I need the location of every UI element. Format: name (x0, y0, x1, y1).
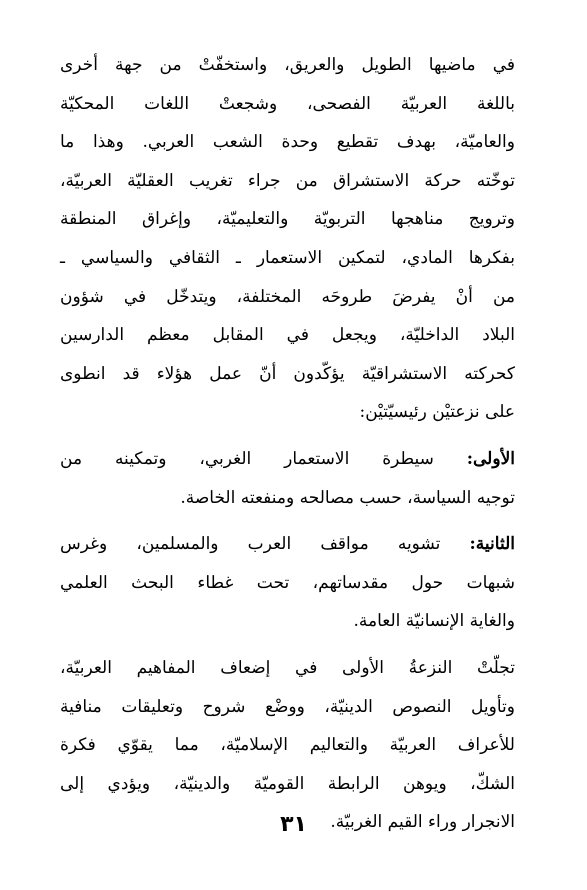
paragraph-1 (60, 46, 515, 432)
text-line: والغاية الإنسانيّة العامة. (353, 611, 515, 632)
text-line: تشويه مواقف العرب والمسلمين، وغرس (60, 534, 470, 555)
text-line: البلاد الداخليّة، ويجعل في المقابل معظم الدارسين (60, 325, 515, 346)
text-line-with-lead (60, 525, 515, 564)
text-line: والعاميّة، بهدف تقطيع وحدة الشعب العربي. وهذا ما (60, 132, 515, 153)
paragraph-2 (60, 440, 515, 517)
text-line: توخّته حركة الاستشراق من جراء تغريب العقليّة العربيّة، (60, 170, 515, 191)
text-line: بفكرها المادي، لتمكين الاستعمار ـ الثقافي والسياسي ـ (60, 247, 515, 268)
page-body (60, 46, 515, 842)
text-line: في ماضيها الطويل والعريق، واستخفّتْ من جهة أخرى (60, 55, 515, 75)
text-line: على نزعتيْن رئيسيّتيْن: (359, 402, 515, 423)
text-line: سيطرة الاستعمار الغربي، وتمكينه من (60, 448, 467, 469)
paragraph-3 (60, 525, 515, 641)
paragraph-lead-term: الأولى: (466, 448, 515, 469)
paragraph-lead-term: الثانية: (469, 534, 515, 555)
page-number: ٣١ (280, 812, 307, 837)
text-line: شبهات حول مقدساتهم، تحت غطاء البحث العلمي (60, 572, 515, 593)
text-line: تجلّتْ النزعةُ الأولى في إضعاف المفاهيم العربيّة، (60, 657, 515, 678)
text-line: من أنْ يفرضَ طروحَه المختلفة، ويتدخّل في شؤون (60, 286, 515, 307)
text-line-with-lead (60, 440, 515, 479)
text-line: الشكّ، ويوهن الرابطة القوميّة والدينيّة، ويؤدي إلى (60, 773, 515, 794)
text-line: وتأويل النصوص الدينيّة، ووضْع شروح وتعليقات منافية (60, 696, 515, 717)
text-line: توجيه السياسة، حسب مصالحه ومنفعته الخاصة. (180, 487, 515, 508)
text-line: وترويج مناهجها التربويّة والتعليميّة، وإغراق المنطقة (60, 209, 515, 230)
text-line: الانجرار وراء القيم الغربيّة. (330, 812, 515, 833)
text-line: كحركته الاستشراقيّة يؤكّدون أنّ عمل هؤلاء قد انطوى (60, 363, 515, 384)
text-line: للأعراف العربيّة والتعاليم الإسلاميّة، مما يقوّي فكرة (60, 735, 515, 756)
text-line: باللغة العربيّة الفصحى، وشجعتْ اللغات المحكيّة (60, 93, 515, 114)
